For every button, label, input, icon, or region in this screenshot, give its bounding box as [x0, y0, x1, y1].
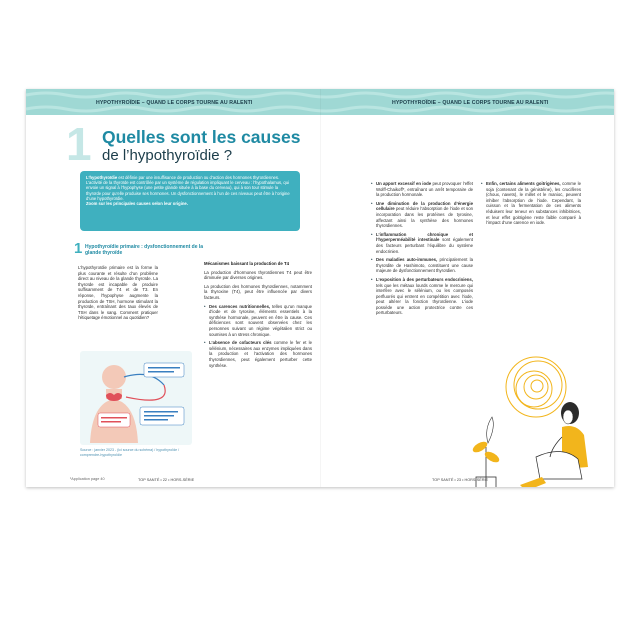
- col1-paragraph: L’hypothyroïdie primaire est la forme la plus courante et résulte d’un problème direct au niveau de la glande thyroïde. La thyroïde est incapable de produire suffisamment de T4 et de T3. En réponse, l’hypophyse augmente la production de TSH, hormone stimulant la thyroïde, entraînant des taux élevés de TSH dans le sang. Comment pratiquer l’étiquetage émotionnel au quotidien?: [78, 265, 158, 321]
- col3-bullet-1-text: peut provoquer l’effet Wolff-Chaikoff*, entraînant un arrêt temporaire de la production hormonale.: [376, 181, 473, 198]
- col2-paragraph-1: La production d’hormones thyroïdiennes T4 peut être diminuée par diverses origines.: [204, 269, 312, 281]
- page-fold: [320, 89, 321, 487]
- scribble-cloud-icon: [506, 357, 566, 417]
- col3-bullet-2-lead: Une diminution de la production d’énergie cellulaire: [376, 200, 473, 212]
- col3-bullet-2-text: peut réduire l’absorption de l’iode et son incorporation dans les protéines de tyrosine, affectant ainsi la synthèse des hormones thyroïdiennes.: [376, 206, 473, 229]
- plant-icon: [471, 417, 501, 487]
- col3-bullet-2: [371, 201, 473, 229]
- page-title: Quelles sont les causes: [102, 127, 301, 147]
- col2-bullet-1: [204, 304, 312, 338]
- col4-bullet-1-text: comme le soja (contenant de la génistéine), les crucifères (choux, navets), le millet et le manioc, peuvent inhiber l’absorption de l’iode. Cependant, la cuisson et la fermentation de ces aliments réduisent leur teneur en substances inhibitrices, et leur effet goitrigène reste faible comparé à l’impact d’une carence en iode.: [486, 181, 581, 226]
- col2-heading: Mécanismes baissant la production de T4: [204, 261, 290, 266]
- col3-bullet-4-text: principalement la thyroïdite de Hashimoto, constituent une cause majeure de dysfonctionnement thyroïdien.: [376, 257, 473, 274]
- running-header-right: HYPOTHYROÏDIE – QUAND LE CORPS TOURNE AU RALENTI: [392, 100, 549, 106]
- head-icon: [102, 365, 126, 389]
- col2-bullet-2: [204, 340, 312, 368]
- intro-lead: L’hypothyroïdie: [86, 175, 118, 180]
- col4-bullet-1: [481, 181, 581, 226]
- col3-bullet-4: [371, 257, 473, 274]
- col3-bullet-3-lead: L’inflammation chronique et l’hyperperméabilité intestinale: [376, 231, 473, 243]
- col3-bullet-1-lead: Un apport excessif en iode: [376, 181, 432, 186]
- page-subtitle: de l’hypothyroïdie ?: [102, 147, 233, 164]
- woman-figure-icon: [520, 402, 588, 487]
- intro-text: [86, 175, 294, 201]
- col3-bullet-3-text: sont également des facteurs perturbant l’équilibre du système endocrinien.: [376, 237, 473, 254]
- section-title: Hypothyroïdie primaire : dysfonctionnement de la glande thyroïde: [85, 244, 204, 256]
- page-number-left: TOP SANTÉ • 22 • HORS-SÉRIE: [138, 478, 195, 482]
- intro-box: [80, 171, 300, 231]
- magazine-spread: [26, 89, 614, 487]
- title-number: 1: [66, 118, 92, 170]
- col2-bullet-2-text: comme le fer et le sélénium, nécessaires aux enzymes impliquées dans la production et l’activation des hormones thyroïdiennes, peut également perturber cette synthèse.: [209, 340, 312, 368]
- running-header-left: HYPOTHYROÏDIE – QUAND LE CORPS TOURNE AU RALENTI: [96, 100, 253, 106]
- col4-bullet-1-lead: Enfin, certains aliments goitrigènes,: [486, 181, 561, 186]
- col2-bullet-2-lead: L’absence de cofacteurs clés: [209, 340, 272, 346]
- column-3: [371, 181, 473, 319]
- col3-bullet-3: [371, 232, 473, 254]
- intro-body: est définie par une insuffisance de production ou d’action des hormones thyroïdiennes. L’activité de la thyroïde est contrôlée par un système de régulation impliquant le cerveau : l’hypothalamus, qui envoie un signal à l’hypophyse (une petite glande située à la base du cerveau), qui à son tour stimule la thyroïde pour qu’elle produise ses hormones. Un dysfonctionnement à l’un de ces niveaux peut être à l’origine d’une hypothyroïdie.: [86, 175, 290, 201]
- column-2: [204, 261, 312, 371]
- col2-bullet-1-lead: Des carences nutritionnelles,: [209, 303, 271, 309]
- intro-zoom: Zoom sur les principales causes selon leur origine.: [86, 201, 188, 207]
- diagram-caption: Source : janvier 2023 - (ici source du schéma) / hypothyroïde / comprendre-hypothyroïdie: [80, 448, 180, 457]
- section-number: 1: [74, 240, 83, 257]
- col3-bullet-5: [371, 277, 473, 316]
- column-4: [481, 181, 581, 229]
- col3-bullet-4-lead: Des maladies auto-immunes,: [376, 257, 438, 263]
- thyroid-diagram: [80, 351, 192, 445]
- column-1: [78, 265, 158, 324]
- page-number-right: TOP SANTÉ • 23 • HORS-SÉRIE: [432, 478, 489, 482]
- col3-bullet-5-lead: L’exposition à des perturbateurs endocriniens,: [376, 276, 473, 282]
- col3-bullet-1: [371, 181, 473, 198]
- footnote: ¹Application page 40: [70, 477, 105, 481]
- col3-bullet-5-text: tels que les métaux lourds comme le mercure qui interfère avec le sélénium, ou les composés perfluorés qui entrent en compétition avec l’iode, peut altérer la fonction thyroïdienne. L’iode possède une action protectrice contre ces perturbateurs.: [376, 282, 473, 316]
- col2-paragraph-2: La production des hormones thyroïdiennes, notamment la thyroxine (T4), peut être influencée par divers facteurs.: [204, 283, 312, 300]
- sad-woman-illustration: [466, 347, 606, 487]
- col2-bullet-1-text: telles qu’un manque d’iode et de tyrosine, éléments essentiels à la synthèse hormonale, peuvent en être la cause. Ces déficiences sont souvent observées chez les personnes suivant un régime végétalien strict ou soumises à un stress chronique.: [209, 303, 313, 337]
